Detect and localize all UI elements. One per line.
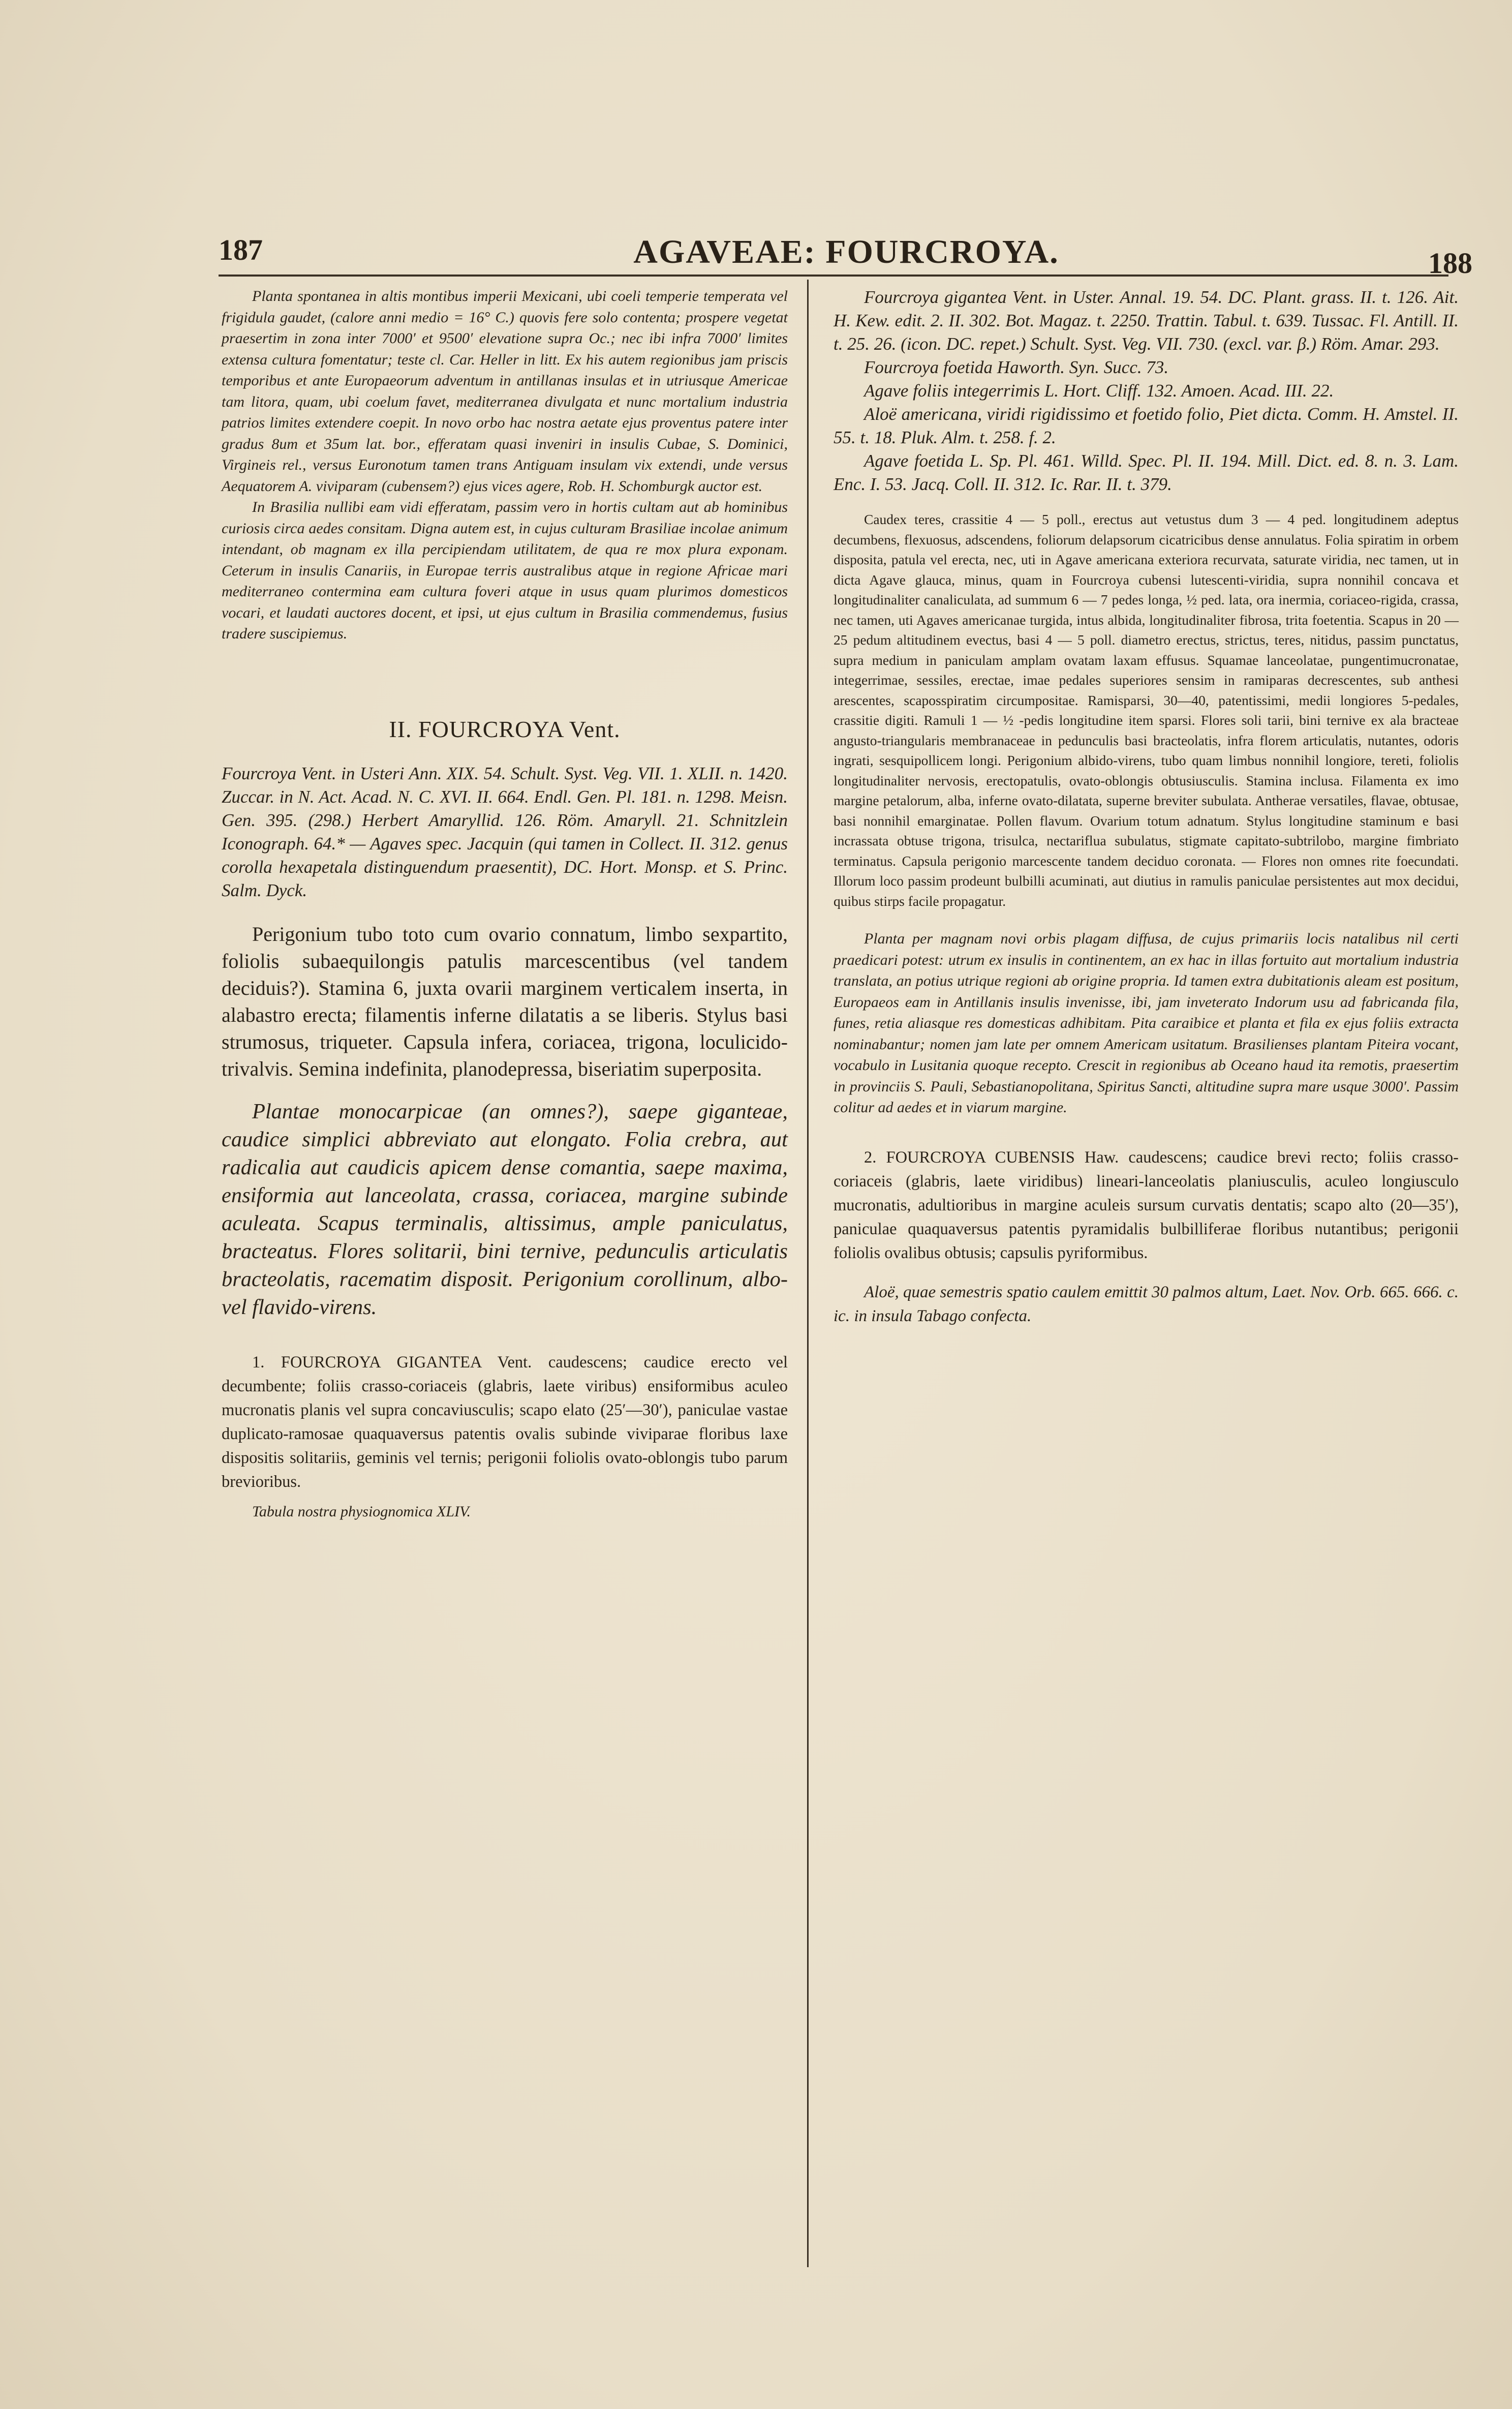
right-page-number: 188	[1428, 247, 1472, 280]
synonym-fourcroya-foetida: Fourcroya foetida Haworth. Syn. Succ. 73.	[864, 357, 1169, 377]
species-2-diagnosis: 2. FOURCROYA CUBENSIS Haw. caudescens; caudice brevi recto; foliis crasso-coriaceis (glabris, laete viridibus) lineari-lanceolatis planiusculis, aculeo longiusculo mucronatis, adultioribus in margine aculeis sursum curvatis dentatis; scapo alto (20—35′), paniculae quaquaversus patentis pyramidalis bulbilliferae floribus nutantibus; perigonii foliolis ovalibus obtusis; capsulis pyriformibus.	[834, 1148, 1459, 1262]
left-column	[222, 286, 788, 1522]
species-1-diagnosis: 1. FOURCROYA GIGANTEA Vent. caudescens; caudice erecto vel decumbente; foliis crasso-coriaceis (glabris, laete viribus) ensiformibus aculeo mucronatis planis vel supra concaviusculis; scapo elato (25′—30′), paniculae vastae duplicato-ramosae quaquaversus patentis ovalis subinde viviparae floribus laxe dispositis solitariis, geminis vel ternis; perigonii foliolis ovato-oblongis tubo parum brevioribus.	[222, 1353, 788, 1491]
synonym-fourcroya-gigantea: Fourcroya gigantea Vent. in Uster. Annal. 19. 54. DC. Plant. grass. II. t. 126. Ait. H. Kew. edit. 2. II. 302. Bot. Magaz. t. 2250. Trattin. Tabul. t. 639. Tussac. Fl. Antill. II. t. 25. 26. (icon. DC. repet.) Schult. Syst. Veg. VII. 730. (excl. var. β.) Röm. Amar. 293.	[834, 287, 1459, 354]
genus-description: Perigonium tubo toto cum ovario connatum, limbo sexpartito, foliolis subaequilongis patulis marcescentibus (vel tandem deciduis?). Stamina 6, juxta ovarii marginem verticalem inserta, in alabastro erecta; filamentis inferne dilatatis a se liberis. Stylus basi strumosus, triqueter. Capsula infera, coriacea, trigona, loculicido-trivalvis. Semina indefinita, planodepressa, biseriatim superposita.	[222, 922, 788, 1080]
genus-heading: II. FOURCROYA Vent.	[389, 716, 621, 742]
column-divider	[807, 280, 809, 2267]
species-2-quote: Aloë, quae semestris spatio caulem emittit 30 palmos altum, Laet. Nov. Orb. 665. 666. c. ic. in insula Tabago confecta.	[834, 1283, 1459, 1325]
species-1-description: Caudex teres, crassitie 4 — 5 poll., erectus aut vetustus dum 3 — 4 ped. longitudinem adeptus decumbens, flexuosus, adscendens, foliorum delapsorum cicatricibus dense annulatus. Folia spiratim in orbem disposita, patula vel erecta, nec, uti in Agave americana exteriora recurvata, saturate viridia, nec tamen, ut in dicta Agave glauca, minus, quam in Fourcroya cubensi lutescenti-viridia, supra nonnihil concava et longitudinaliter canaliculata, ad summum 6 — 7 pedes longa, ½ ped. lata, ora inermia, coriaceo-rigida, crassa, nec tamen, uti Agaves americanae turgida, intus albida, longitudinaliter fibrosa, trita foetentia. Scapus in 20 — 25 pedum altitudinem evectus, basi 4 — 5 poll. diametro erectus, strictus, teres, nitidus, passim punctatus, supra medium in paniculam amplam ovatam laxam effusus. Squamae lanceolatae, pungentimucronatae, integerrimae, sessiles, erectae, imae pedales superiores sensim in ramiparas decrescentes, sub anthesi arescentes, scaposspiratim circumpositae. Ramisparsi, 30—40, patentissimi, medii longiores 5-pedales, crassitie digiti. Ramuli 1 — ½ -pedis longitudine item sparsi. Flores soli tarii, bini ternive ex ala bracteae angusto-triangularis membranaceae in pedunculis basi bracteolatis, infra florem articulatis, nutantes, odoris ingrati, sesquipollicem longi. Perigonium albido-virens, tubo quam limbus nonnihil longiore, tereti, foliolis longitudinaliter nervosis, erectopatulis, ovato-oblongis obtusiusculis. Stamina inclusa. Filamenta ex imo margine petalorum, alba, inferne ovato-dilatata, superne breviter subulata. Antherae versatiles, flavae, obtusae, basi nonnihil emarginatae. Pollen flavum. Ovarium totum adnatum. Stylus longitudine staminum e basi incrassata obtuse trigona, trisulca, nectariflua subulatus, stigmate capitato-subtrilobo, margine fimbriato terminatus. Capsula perigonio marcescente tandem deciduo coronata. — Flores non omnes rite foecundati. Illorum loco passim prodeunt bulbilli acuminati, aut diutius in ramulis paniculae persistentes aut mox decidui, quibus stirps facile propagatur.	[834, 511, 1459, 909]
left-page-number: 187	[219, 233, 263, 266]
header-rule	[219, 275, 1448, 277]
synonym-agave-foetida: Agave foetida L. Sp. Pl. 461. Willd. Spec. Pl. II. 194. Mill. Dict. ed. 8. n. 3. Lam. Enc. I. 53. Jacq. Coll. II. 312. Ic. Rar. II. t. 379.	[834, 451, 1459, 494]
genus-references: Fourcroya Vent. in Usteri Ann. XIX. 54. Schult. Syst. Veg. VII. 1. XLII. n. 1420. Zuccar. in N. Act. Acad. N. C. XVI. II. 664. Endl. Gen. Pl. 181. n. 1298. Meisn. Gen. 395. (298.) Herbert Amaryllid. 126. Röm. Amaryll. 21. Schnitzlein Iconograph. 64.* — Agaves spec. Jacquin (qui tamen in Collect. II. 312. genus corolla hexapetala distinguendum praesentit), DC. Hort. Monsp. et S. Princ. Salm. Dyck.	[222, 763, 788, 900]
genus-habit: Plantae monocarpicae (an omnes?), saepe giganteae, caudice simplici abbreviato aut elongato. Folia crebra, aut radicalia aut caudicis apicem dense comantia, saepe maxima, ensiformia aut lanceolata, crassa, coriacea, margine subinde aculeata. Scapus terminalis, altissimus, ample paniculatus, bracteatus. Flores solitarii, bini ternive, pedunculis articulatis bracteolatis, racematim disposit. Perigonium corollinum, albo- vel flavido-virens.	[222, 1099, 788, 1319]
plate-reference: Tabula nostra physiognomica XLIV.	[252, 1503, 471, 1520]
synonym-agave-foliis-integerrimis: Agave foliis integerrimis L. Hort. Cliff. 132. Amoen. Acad. III. 22.	[864, 381, 1334, 401]
page-header	[219, 233, 1474, 280]
left-paragraph-brasilia: In Brasilia nullibi eam vidi efferatam, passim vero in hortis cultam aut ab hominibus curiosis circa aedes consitam. Digna autem est, in cujus culturam Brasiliae incolae animum intendant, ob magnam ex illa percipiendam utilitatem, de qua re mox plura exponam. Ceterum in insulis Canariis, in Europae terris australibus atque in regione Africae mari mediterraneo contermina eam cultura foveri atque in usus quam plurimos domesticos vocari, et laudati auctores docent, et ipsi, ut ejus cultum in Brasilia commendemus, fusius tradere suscipiemus.	[222, 499, 788, 642]
left-paragraph-habitat: Planta spontanea in altis montibus imperii Mexicani, ubi coeli temperie temperata vel frigidula gaudet, (calore anni medio = 16° C.) quovis fere solo contenta; prospere vegetat praesertim in zona inter 7000′ et 9500′ elevatione supra Oc.; nec ibi infra 7000′ limites extensa cultura fomentatur; teste cl. Car. Heller in litt. Ex his autem regionibus jam priscis temporibus et ante Europaeorum adventum in antillanas insulas et in utriusque Americae tam litora, quam, ubi coelum favet, mediterranea divulgata et nunc mortalium industria patrios limites extendere coepit. In novo orbo hac nostra aetate ejus proventus patere inter gradus 8um et 35um lat. bor., efferatam quasi inveniri in insulis Cubae, S. Dominici, Virgineis rel., versus Euronotum tamen trans Antiguam insulam vix extendi, unde versus Aequatorem A. viviparam (cubensem?) ejus vices agere, Rob. H. Schomburgk auctor est.	[222, 288, 788, 495]
synonym-aloe-americana: Aloë americana, viridi rigidissimo et foetido folio, Piet dicta. Comm. H. Amstel. II. 55. t. 18. Pluk. Alm. t. 258. f. 2.	[834, 404, 1459, 447]
right-column	[834, 286, 1459, 1328]
species-1-distribution: Planta per magnam novi orbis plagam diffusa, de cujus primariis locis natalibus nil certi praedicari potest: utrum ex insulis in continentem, an ex hac in illas fortuito aut mortalium industria translata, an potius utrique regioni ab origine propria. Id tamen extra dubitationis aleam est positum, Europaeos eam in Antillanis insulis invenisse, ibi, jam inveterato Indorum usu ad fabricanda fila, funes, retia aliasque res domesticas adhibitam. Pita caraibice et planta et fila ex ejus foliis extracta nominabantur; nomen jam late per omnem Americam usitatum. Brasilienses plantam Piteira vocant, vocabulo in Lusitania quoque recepto. Crescit in regionibus ab Oceano haud ita remotis, praesertim in provinciis S. Pauli, Sebastianopolitana, Spiritus Sancti, altitudine supra mare usque 3000′. Passim colitur ad aedes et in viarum margine.	[834, 930, 1459, 1116]
running-title: AGAVEAE: FOURCROYA.	[633, 233, 1059, 270]
